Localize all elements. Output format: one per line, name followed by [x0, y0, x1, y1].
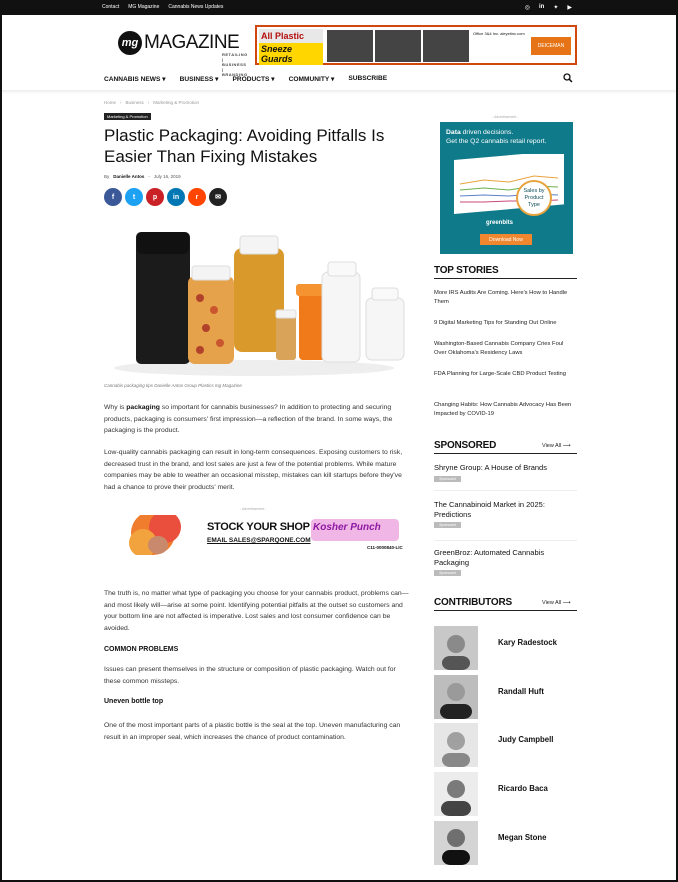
top-link-contact[interactable]: Contact	[102, 4, 120, 10]
sponsored-view-all[interactable]: View All ⟶	[542, 443, 571, 449]
breadcrumb-marketing[interactable]: Marketing & Promotion	[153, 100, 200, 105]
logo-badge: mg	[118, 31, 142, 55]
top-links	[102, 4, 223, 10]
social-links	[525, 4, 572, 11]
ad-product-image	[423, 30, 469, 62]
article-title: Plastic Packaging: Avoiding Pitfalls Is Easier Than Fixing Mistakes	[104, 126, 385, 166]
email-icon[interactable]: ✉	[209, 188, 227, 206]
sponsored-item-title[interactable]: GreenBroz: Automated Cannabis Packaging	[434, 548, 545, 567]
top-link-mg-magazine[interactable]: MG Magazine	[128, 4, 160, 10]
sponsored-tag: Sponsored	[434, 522, 461, 528]
twitter-icon[interactable]: t	[125, 188, 143, 206]
contributor-name: Kary Radestock	[498, 638, 557, 647]
contributor-name: Ricardo Baca	[498, 784, 548, 793]
contributor-item[interactable]	[434, 723, 577, 767]
side-ad-line2: Get the Q2 cannabis retail report.	[446, 138, 547, 145]
avatar	[434, 772, 478, 816]
ad-brand: Kosher Punch	[313, 522, 381, 533]
chevron-down-icon: ▾	[162, 76, 166, 83]
publish-date: July 16, 2019	[153, 174, 181, 179]
pinterest-icon[interactable]: p	[146, 188, 164, 206]
linkedin-icon[interactable]: in	[167, 188, 185, 206]
top-stories-heading: TOP STORIES	[434, 265, 499, 276]
breadcrumb: Home › Business › Marketing & Promotion	[104, 100, 200, 105]
subheading-uneven-bottle: Uneven bottle top	[104, 698, 164, 705]
ad-brand: DEICEMAN	[531, 37, 571, 55]
divider	[434, 540, 577, 541]
top-story-link[interactable]: Washington-Based Cannabis Company Cries Foul Over Oklahoma's Residency Laws	[434, 341, 564, 356]
breadcrumb-home[interactable]: Home	[104, 100, 117, 105]
search-icon[interactable]	[563, 73, 573, 85]
sponsored-heading: SPONSORED	[434, 440, 497, 451]
ad-sneeze-guard-text: All Plastic Sneeze Guards	[259, 29, 323, 63]
facebook-icon[interactable]: f	[104, 188, 122, 206]
ad-email: EMAIL SALES@SPARQONE.COM	[207, 537, 311, 544]
article-paragraph-1: Why is packaging so important for cannabis businesses? In addition to protecting and securing products, packaging is consumers' first impression—a reflection of the brand. In some ways, the packaging is the product.	[104, 404, 393, 434]
contributor-item[interactable]	[434, 675, 577, 719]
download-now-button[interactable]: Download Now	[480, 234, 532, 245]
subheading-common-problems: COMMON PROBLEMS	[104, 646, 179, 653]
hero-image	[104, 218, 409, 380]
heading-rule	[434, 610, 577, 611]
nav-business[interactable]: BUSINESS ▾	[179, 76, 219, 83]
article-paragraph-4: Issues can present themselves in the structure or composition of plastic packaging. Watch out for these common missteps.	[104, 666, 396, 685]
linkedin-icon[interactable]: in	[539, 4, 545, 10]
article-paragraph-5: One of the most important parts of a plastic bottle is the seal at the top. Uneven manufacturing can result in an improper seal, which increases the chance of product contamination.	[104, 722, 401, 741]
contributor-item[interactable]	[434, 772, 577, 816]
article-paragraph-3: The truth is, no matter what type of packaging you choose for your cannabis product, problems can—and most likely will—arise at some point. Identifying potential pitfalls at the outset so customers and your bottom line are not affected is imperative. Lost sales and lost consumer confidence can be avoided.	[104, 590, 409, 632]
packaging-link[interactable]: packaging	[126, 404, 160, 411]
twitter-icon[interactable]: ✦	[553, 5, 559, 11]
logo-tagline: RETAILING | BUSINESS | BRANDING	[222, 52, 248, 77]
nav-subscribe[interactable]: SUBSCRIBE	[348, 75, 388, 82]
main-nav	[104, 75, 387, 83]
ad-headline: STOCK YOUR SHOP	[207, 521, 310, 533]
logo-name: MAGAZINE	[144, 32, 240, 53]
article-paragraph-2: Low-quality cannabis packaging can result in long-term consequences. Exposing customers to risk, decreased trust in the brand, and lost sales are just a few of the potential problems. While mature companies may be able to weather an occasional misstep, mistakes can kill startups before they've had a chance to prove their products' merit.	[104, 449, 403, 491]
sidebar-ad[interactable]: Data driven decisions. Get the Q2 cannabis retail report. Sales by Product Type greenbits Download Now	[440, 122, 573, 254]
site-logo[interactable]	[118, 31, 248, 77]
nav-cannabis-news[interactable]: CANNABIS NEWS ▾	[104, 76, 166, 83]
breadcrumb-business[interactable]: Business	[125, 100, 144, 105]
avatar	[434, 626, 478, 670]
avatar	[434, 723, 478, 767]
avatar	[434, 675, 478, 719]
ad-product-image	[327, 30, 373, 62]
reddit-icon[interactable]: r	[188, 188, 206, 206]
image-caption: Cannabis packaging tips Danielle Antos Group Plastics mg Magazine	[104, 383, 242, 388]
chevron-down-icon: ▾	[215, 76, 219, 83]
contributors-view-all[interactable]: View All ⟶	[542, 600, 571, 606]
ad-label: - Advertisement -	[492, 115, 519, 119]
arrow-right-icon: ⟶	[562, 600, 571, 606]
heading-rule	[434, 278, 577, 279]
sponsored-tag: Sponsored	[434, 570, 461, 576]
contributor-name: Randall Huft	[498, 687, 544, 696]
instagram-icon[interactable]: ◎	[524, 5, 530, 11]
youtube-icon[interactable]: ▶	[567, 5, 572, 11]
side-ad-bubble: Sales by Product Type	[516, 180, 552, 216]
top-story-link[interactable]: Changing Habits: How Cannabis Advocacy Has Been Impacted by COVID-19	[434, 402, 572, 417]
nav-products[interactable]: PRODUCTS ▾	[232, 76, 275, 83]
contributor-name: Megan Stone	[498, 833, 547, 842]
top-bar	[2, 2, 676, 15]
author-link[interactable]: Danielle Antos	[113, 174, 145, 179]
top-banner-ad[interactable]	[255, 25, 577, 65]
chevron-down-icon: ▾	[271, 76, 275, 83]
category-badge[interactable]: Marketing & Promotion	[104, 113, 151, 120]
contributor-item[interactable]	[434, 821, 577, 865]
sponsored-item-title[interactable]: The Cannabinoid Market in 2025: Predictions	[434, 500, 545, 519]
inline-banner-ad[interactable]	[103, 515, 408, 555]
share-buttons	[104, 188, 227, 206]
arrow-right-icon: ⟶	[562, 443, 571, 449]
nav-shadow	[2, 90, 676, 94]
top-story-link[interactable]: 9 Digital Marketing Tips for Standing Out Online	[434, 320, 557, 326]
ad-product-image	[375, 30, 421, 62]
nav-community[interactable]: COMMUNITY ▾	[288, 76, 335, 83]
ad-label: - Advertisement -	[240, 507, 267, 511]
ad-info: Office 3&4 Inc. aleyetinc.com	[473, 31, 525, 36]
ad-license: C11-0000840-LIC	[367, 545, 403, 550]
chevron-down-icon: ▾	[331, 76, 335, 83]
top-story-link[interactable]: FDA Planning for Large-Scale CBD Product Testing	[434, 371, 567, 377]
top-story-link[interactable]: More IRS Audits Are Coming. Here's How to Handle Them	[434, 290, 568, 305]
sponsored-tag: Sponsored	[434, 476, 461, 482]
heading-rule	[434, 453, 577, 454]
contributor-name: Judy Campbell	[498, 735, 554, 744]
byline: By Danielle Antos - July 16, 2019	[104, 174, 181, 179]
top-link-news-updates[interactable]: Cannabis News Updates	[168, 4, 224, 10]
avatar	[434, 821, 478, 865]
divider	[434, 490, 577, 491]
sponsored-item-title[interactable]: Shryne Group: A House of Brands	[434, 463, 547, 472]
contributors-heading: CONTRIBUTORS	[434, 597, 512, 608]
contributor-item[interactable]	[434, 626, 577, 670]
side-ad-brand: greenbits	[486, 220, 514, 226]
side-ad-line1-bold: Data	[446, 129, 461, 136]
